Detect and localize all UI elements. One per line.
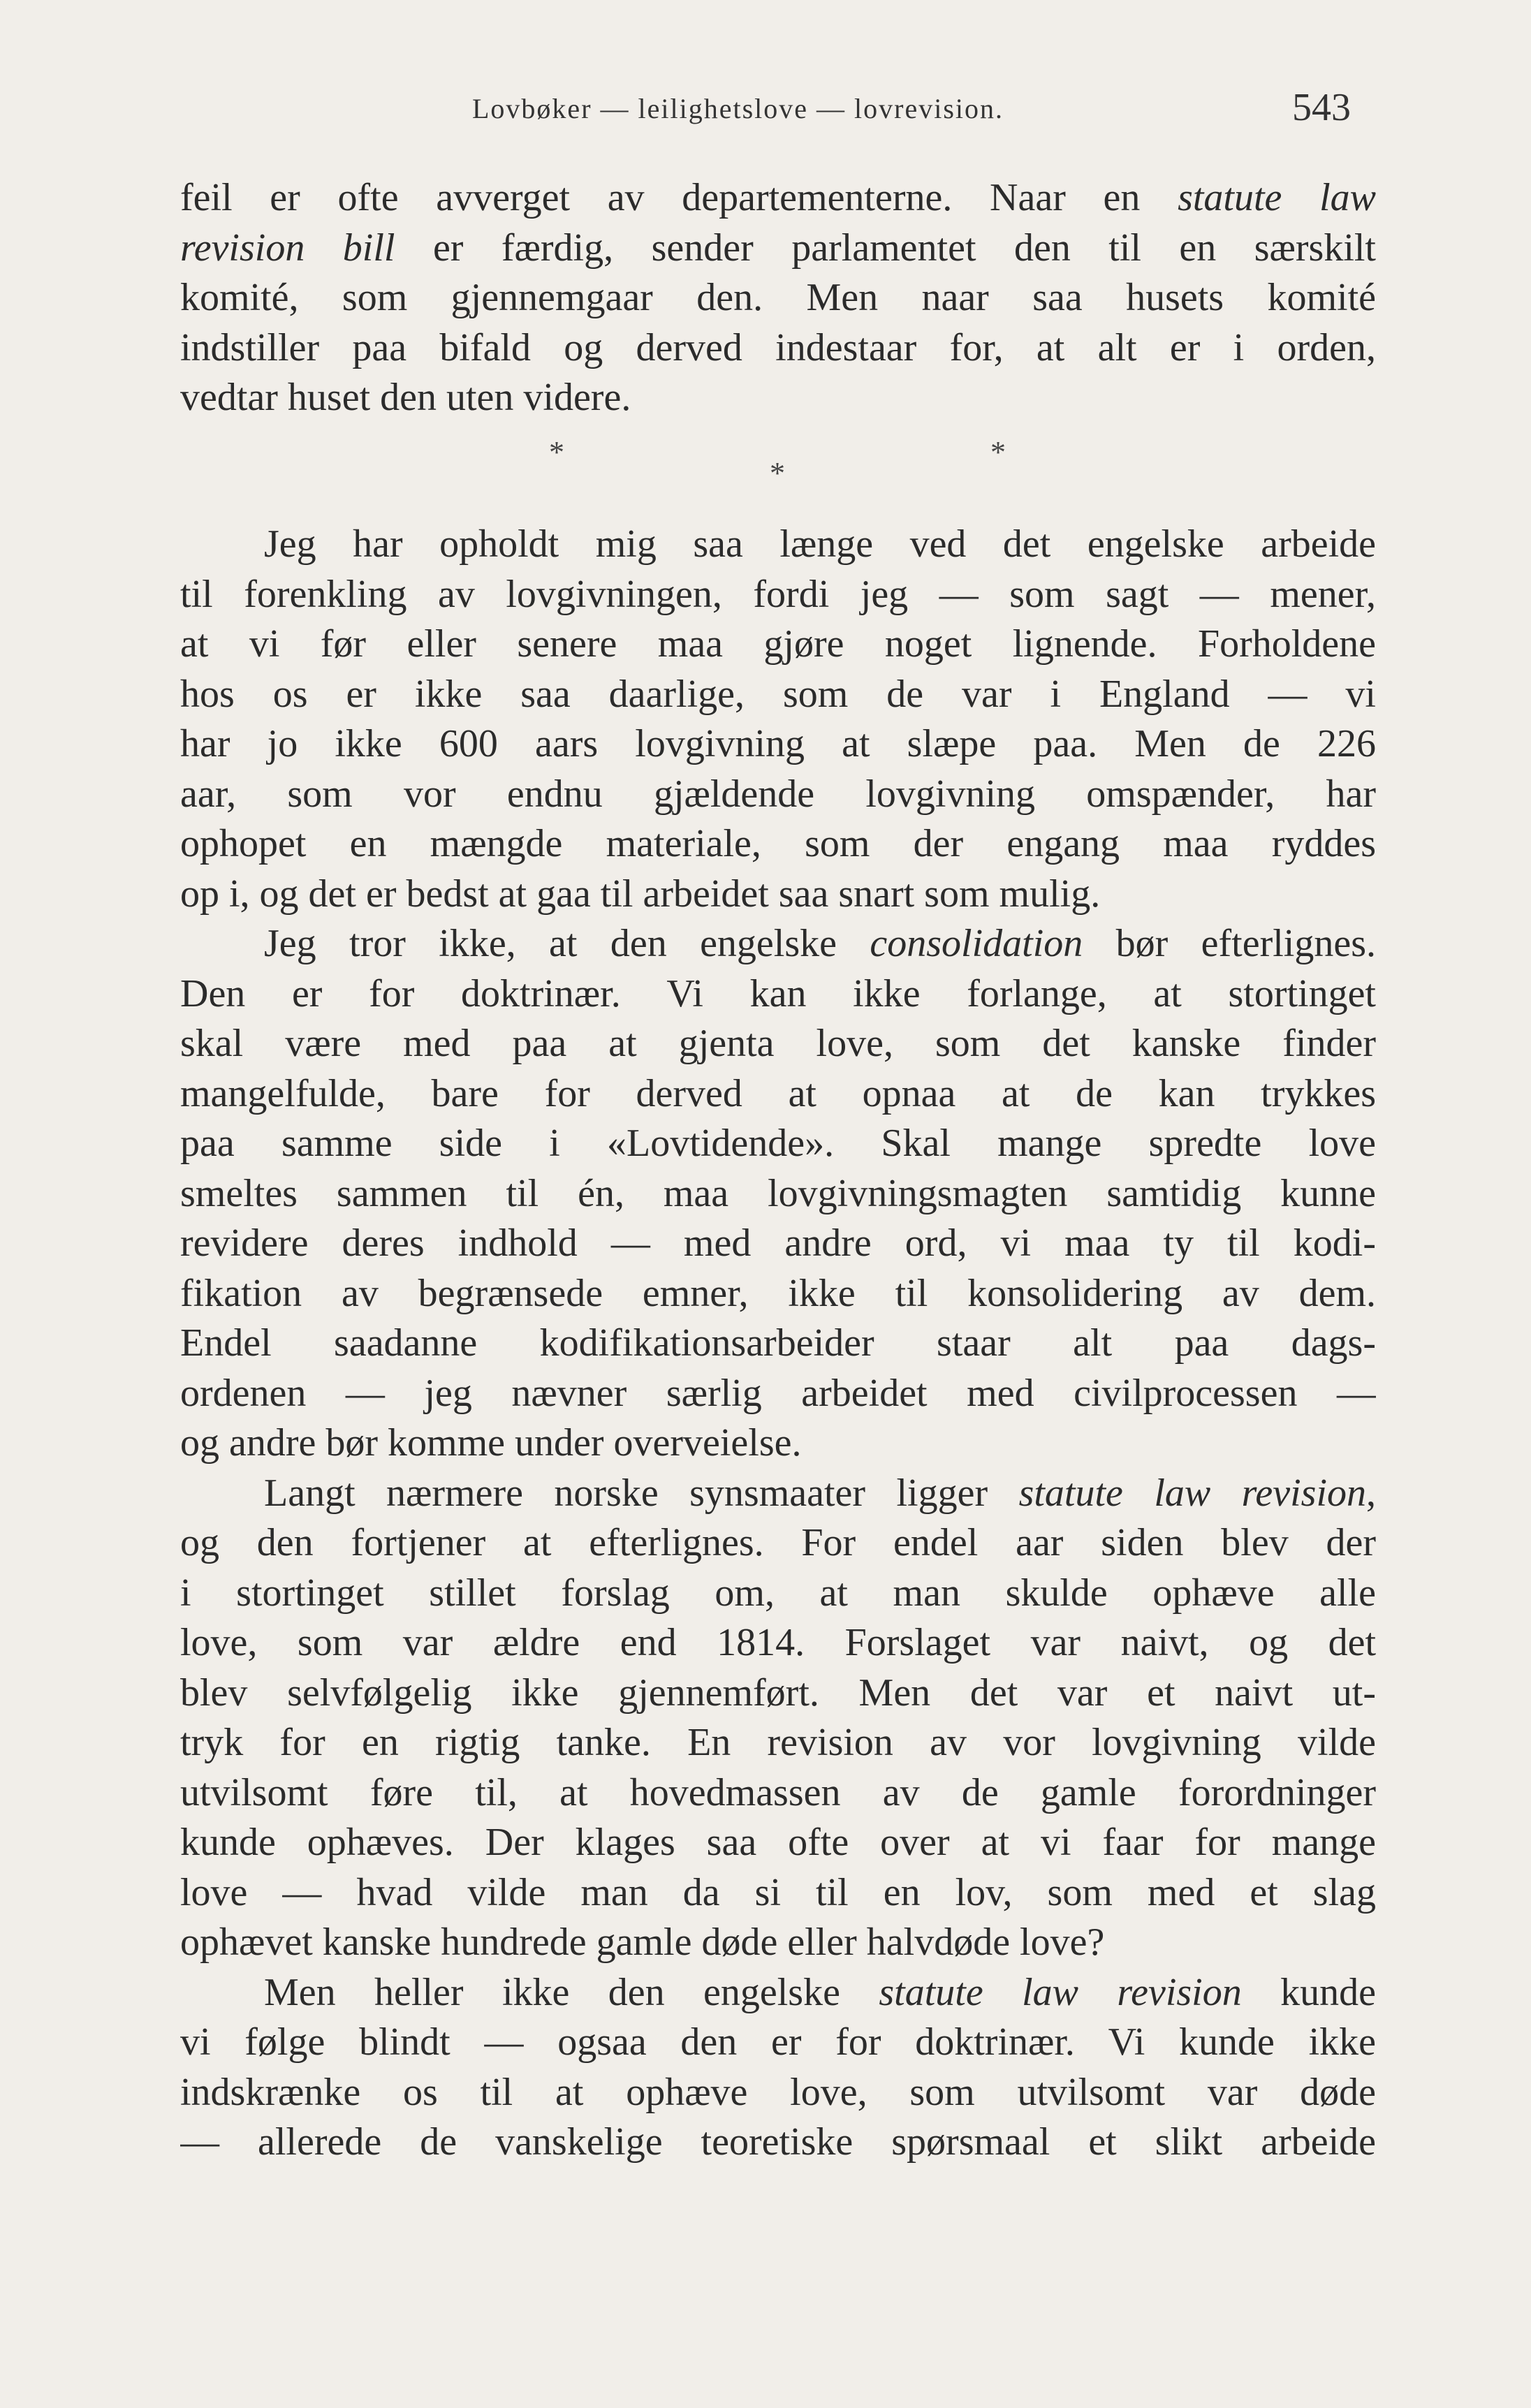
text-segment: er færdig, sender parlamentet den til en særskilt <box>395 226 1376 270</box>
text-line <box>180 1219 1376 1269</box>
text-line <box>180 1069 1376 1119</box>
text-segment: revidere deres indhold — med andre ord, vi maa ty til kodi- <box>180 1221 1376 1265</box>
text-line <box>180 1418 1376 1469</box>
text-segment: tryk for en rigtig tanke. En revision av vor lovgivning vilde <box>180 1721 1376 1764</box>
text-segment: ordenen — jeg nævner særlig arbeidet med civilprocessen — <box>180 1371 1376 1415</box>
text-segment: til forenkling av lovgivningen, fordi jeg — som sagt — mener, <box>180 572 1376 616</box>
text-line <box>180 619 1376 670</box>
text-line <box>180 373 1376 423</box>
text-line <box>180 670 1376 720</box>
text-segment: indstiller paa bifald og derved indestaar for, at alt er i orden, <box>180 325 1376 369</box>
text-segment: Jeg har opholdt mig saa længe ved det engelske arbeide <box>264 522 1376 566</box>
text-segment: og den fortjener at efterlignes. For endel aar siden blev der <box>180 1521 1376 1564</box>
text-segment: komité, som gjennemgaar den. Men naar saa husets komité <box>180 276 1376 319</box>
text-line <box>180 2068 1376 2118</box>
text-segment: Jeg tror ikke, at den engelske <box>264 922 870 965</box>
text-line <box>180 1569 1376 1619</box>
text-segment: at vi før eller senere maa gjøre noget lignende. Forholdene <box>180 622 1376 666</box>
text-line <box>180 323 1376 374</box>
text-segment: og andre bør komme under overveielse. <box>180 1421 802 1464</box>
text-line <box>180 1618 1376 1668</box>
text-line <box>180 223 1376 274</box>
text-line <box>180 1868 1376 1918</box>
text-line <box>180 1768 1376 1819</box>
text-segment: smeltes sammen til én, maa lovgivningsmagten samtidig kunne <box>180 1171 1376 1215</box>
text-segment: — allerede de vanskelige teoretiske spørsmaal et slikt arbeide <box>180 2120 1376 2164</box>
text-line <box>180 1269 1376 1319</box>
paragraph-block-2 <box>180 520 1376 2168</box>
text-line <box>180 770 1376 820</box>
text-segment: vedtar huset den uten videre. <box>180 376 631 419</box>
text-segment: aar, som vor endnu gjældende lovgivning omspænder, har <box>180 772 1376 816</box>
text-segment: love, som var ældre end 1814. Forslaget var naivt, og det <box>180 1621 1376 1664</box>
text-line <box>180 1968 1376 2018</box>
italic-term: statute law revision <box>879 1970 1242 2014</box>
text-segment: bør efterlignes. <box>1083 922 1376 965</box>
text-segment: Men heller ikke den engelske <box>264 1970 879 2014</box>
text-line <box>180 173 1376 223</box>
italic-term: statute law revision <box>1018 1471 1367 1515</box>
text-line <box>180 919 1376 969</box>
text-segment: Den er for doktrinær. Vi kan ikke forlange, at stortinget <box>180 971 1376 1015</box>
text-line <box>180 2018 1376 2068</box>
text-line <box>180 969 1376 1020</box>
text-line <box>180 1319 1376 1369</box>
paragraph-block-1 <box>180 173 1376 423</box>
italic-term: revision bill <box>180 226 395 270</box>
text-line <box>180 273 1376 323</box>
text-segment: ophopet en mængde materiale, som der engang maa ryddes <box>180 822 1376 865</box>
running-head: Lovbøker — leilighetslove — lovrevision. <box>472 93 1004 124</box>
text-line <box>180 1918 1376 1968</box>
text-line <box>180 1469 1376 1519</box>
text-segment: indskrænke os til at ophæve love, som utvilsomt var døde <box>180 2070 1376 2114</box>
text-line <box>180 1718 1376 1768</box>
text-line <box>180 1019 1376 1069</box>
asterism-star-right: * <box>990 435 1006 469</box>
text-segment: love — hvad vilde man da si til en lov, som med et slag <box>180 1870 1376 1914</box>
text-segment: paa samme side i «Lovtidende». Skal mange spredte love <box>180 1122 1376 1165</box>
text-line <box>180 520 1376 570</box>
asterism-star-left: * <box>549 435 564 469</box>
text-segment: mangelfulde, bare for derved at opnaa at de kan trykkes <box>180 1071 1376 1115</box>
text-line <box>180 1169 1376 1219</box>
text-segment: kunde <box>1241 1970 1376 2014</box>
text-line <box>180 869 1376 920</box>
text-segment: skal være med paa at gjenta love, som det kanske finder <box>180 1022 1376 1065</box>
page-number: 543 <box>1292 86 1351 129</box>
italic-term: statute law <box>1178 176 1376 219</box>
text-line <box>180 1668 1376 1719</box>
text-line <box>180 570 1376 620</box>
text-line <box>180 1818 1376 1868</box>
text-segment: Langt nærmere norske synsmaater ligger <box>264 1471 1019 1515</box>
text-line <box>180 2117 1376 2168</box>
text-segment: op i, og det er bedst at gaa til arbeidet saa snart som mulig. <box>180 872 1101 916</box>
italic-term: consolidation <box>870 922 1083 965</box>
text-segment: , <box>1366 1471 1376 1515</box>
asterism-star-center: * <box>770 456 785 490</box>
text-segment: utvilsomt føre til, at hovedmassen av de gamle forordninger <box>180 1770 1376 1814</box>
text-line <box>180 819 1376 869</box>
text-line <box>180 719 1376 770</box>
text-segment: ophævet kanske hundrede gamle døde eller halvdøde love? <box>180 1921 1105 1964</box>
text-segment: vi følge blindt — ogsaa den er for doktrinær. Vi kunde ikke <box>180 2020 1376 2064</box>
text-line <box>180 1518 1376 1569</box>
text-segment: fikation av begrænsede emner, ikke til konsolidering av dem. <box>180 1271 1376 1315</box>
text-segment: blev selvfølgelig ikke gjennemført. Men det var et naivt ut- <box>180 1671 1376 1715</box>
text-segment: i stortinget stillet forslag om, at man skulde ophæve alle <box>180 1571 1376 1615</box>
text-segment: har jo ikke 600 aars lovgivning at slæpe paa. Men de 226 <box>180 722 1376 765</box>
text-line <box>180 1119 1376 1169</box>
text-segment: Endel saadanne kodifikationsarbeider staar alt paa dags- <box>180 1321 1376 1365</box>
text-segment: hos os er ikke saa daarlige, som de var i England — vi <box>180 672 1376 716</box>
text-line <box>180 1369 1376 1419</box>
text-segment: kunde ophæves. Der klages saa ofte over at vi faar for mange <box>180 1821 1376 1864</box>
section-break-asterism <box>0 434 1531 504</box>
text-segment: feil er ofte avverget av departementerne. Naar en <box>180 176 1178 219</box>
